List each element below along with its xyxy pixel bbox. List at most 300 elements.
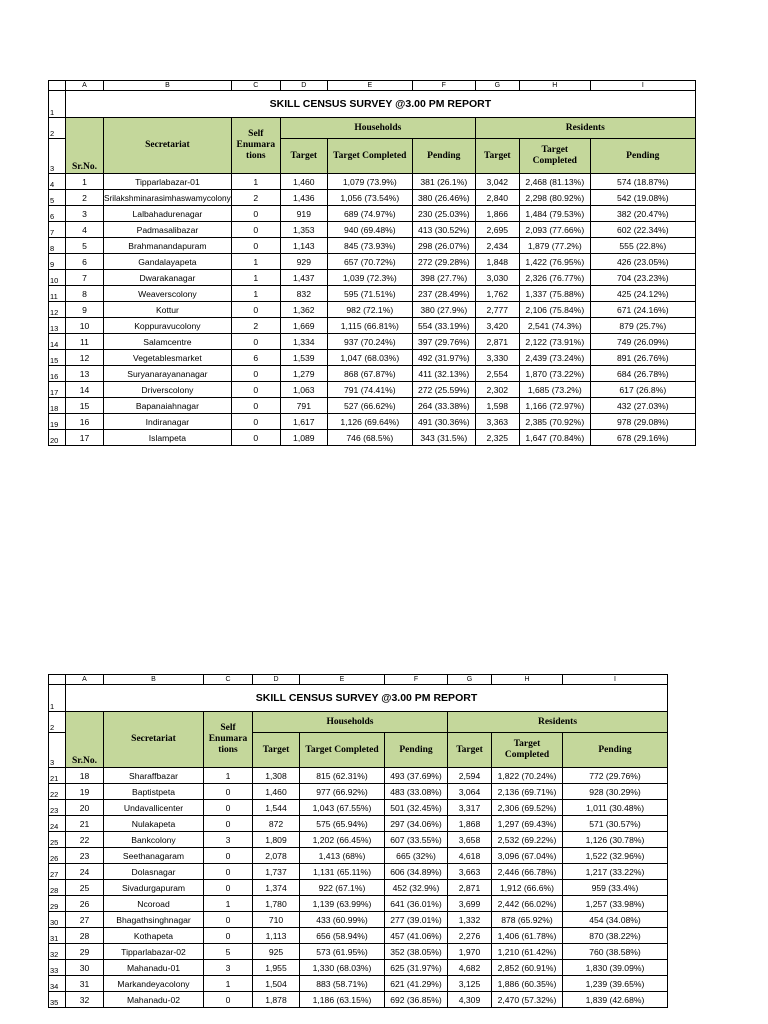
hh-completed-cell[interactable]: 940 (69.48%) [327, 222, 412, 238]
hh-completed-cell[interactable]: 1,047 (68.03%) [327, 350, 412, 366]
res-completed-cell[interactable]: 2,439 (73.24%) [519, 350, 590, 366]
hh-target-cell[interactable]: 1,089 [280, 430, 327, 446]
hh-completed-cell[interactable]: 1,115 (66.81%) [327, 318, 412, 334]
res-pending-cell[interactable]: 678 (29.16%) [590, 430, 695, 446]
res-pending-cell[interactable]: 382 (20.47%) [590, 206, 695, 222]
self-enumeration-cell[interactable]: 0 [231, 222, 280, 238]
hh-target-cell[interactable]: 1,353 [280, 222, 327, 238]
hh-pending-cell[interactable]: 501 (32.45%) [385, 800, 448, 816]
res-pending-cell[interactable]: 760 (38.58%) [563, 944, 668, 960]
self-enumeration-cell[interactable]: 2 [231, 190, 280, 206]
sr-no-cell[interactable]: 1 [66, 174, 104, 190]
secretariat-cell[interactable]: Gandalayapeta [104, 254, 232, 270]
row-number[interactable]: 32 [49, 944, 66, 960]
secretariat-cell[interactable]: Undavallicenter [104, 800, 204, 816]
res-target-cell[interactable]: 1,848 [475, 254, 519, 270]
self-enumeration-cell[interactable]: 0 [231, 238, 280, 254]
self-enumeration-cell[interactable]: 3 [204, 832, 253, 848]
res-completed-cell[interactable]: 1,406 (61.78%) [492, 928, 563, 944]
sr-no-cell[interactable]: 30 [66, 960, 104, 976]
secretariat-cell[interactable]: Suryanarayananagar [104, 366, 232, 382]
res-completed-cell[interactable]: 1,685 (73.2%) [519, 382, 590, 398]
res-pending-cell[interactable]: 749 (26.09%) [590, 334, 695, 350]
res-pending-cell[interactable]: 870 (38.22%) [563, 928, 668, 944]
self-enumeration-cell[interactable]: 0 [231, 382, 280, 398]
hh-completed-cell[interactable]: 657 (70.72%) [327, 254, 412, 270]
secretariat-cell[interactable]: Driverscolony [104, 382, 232, 398]
res-target-cell[interactable]: 3,030 [475, 270, 519, 286]
secretariat-cell[interactable]: Salamcentre [104, 334, 232, 350]
res-target-cell[interactable]: 2,695 [475, 222, 519, 238]
res-target-cell[interactable]: 2,594 [448, 768, 492, 784]
hh-pending-cell[interactable]: 352 (38.05%) [385, 944, 448, 960]
column-letter[interactable]: B [104, 81, 232, 91]
sr-no-cell[interactable]: 25 [66, 880, 104, 896]
hh-pending-cell[interactable]: 343 (31.5%) [412, 430, 475, 446]
self-enumeration-cell[interactable]: 3 [204, 960, 253, 976]
row-number[interactable]: 24 [49, 816, 66, 832]
self-enumeration-cell[interactable]: 0 [204, 848, 253, 864]
hh-target-cell[interactable]: 1,504 [253, 976, 300, 992]
secretariat-cell[interactable]: Koppuravucolony [104, 318, 232, 334]
hh-pending-cell[interactable]: 381 (26.1%) [412, 174, 475, 190]
hh-target-cell[interactable]: 1,063 [280, 382, 327, 398]
hh-target-cell[interactable]: 832 [280, 286, 327, 302]
secretariat-cell[interactable]: Tipparlabazar-01 [104, 174, 232, 190]
secretariat-cell[interactable]: Baptistpeta [104, 784, 204, 800]
sr-no-cell[interactable]: 15 [66, 398, 104, 414]
self-enumeration-cell[interactable]: 0 [204, 784, 253, 800]
res-target-cell[interactable]: 1,332 [448, 912, 492, 928]
hh-completed-cell[interactable]: 1,413 (68%) [300, 848, 385, 864]
res-target-cell[interactable]: 2,871 [448, 880, 492, 896]
column-letter[interactable]: H [492, 675, 563, 685]
secretariat-cell[interactable]: Tipparlabazar-02 [104, 944, 204, 960]
row-number[interactable]: 27 [49, 864, 66, 880]
self-enumeration-cell[interactable]: 1 [231, 174, 280, 190]
secretariat-cell[interactable]: Mahanadu-01 [104, 960, 204, 976]
self-enumeration-cell[interactable]: 0 [231, 398, 280, 414]
hh-target-cell[interactable]: 1,737 [253, 864, 300, 880]
hh-target-cell[interactable]: 1,878 [253, 992, 300, 1008]
self-enumeration-cell[interactable]: 5 [204, 944, 253, 960]
res-pending-cell[interactable]: 704 (23.23%) [590, 270, 695, 286]
res-pending-cell[interactable]: 574 (18.87%) [590, 174, 695, 190]
res-completed-cell[interactable]: 2,541 (74.3%) [519, 318, 590, 334]
res-completed-cell[interactable]: 3,096 (67.04%) [492, 848, 563, 864]
res-target-cell[interactable]: 3,663 [448, 864, 492, 880]
hh-pending-cell[interactable]: 625 (31.97%) [385, 960, 448, 976]
res-pending-cell[interactable]: 959 (33.4%) [563, 880, 668, 896]
res-pending-cell[interactable]: 571 (30.57%) [563, 816, 668, 832]
hh-target-cell[interactable]: 1,334 [280, 334, 327, 350]
res-target-cell[interactable]: 3,699 [448, 896, 492, 912]
self-enumeration-cell[interactable]: 0 [204, 816, 253, 832]
corner-cell[interactable] [49, 81, 66, 91]
hh-pending-cell[interactable]: 452 (32.9%) [385, 880, 448, 896]
row-number[interactable]: 25 [49, 832, 66, 848]
hh-completed-cell[interactable]: 1,043 (67.55%) [300, 800, 385, 816]
secretariat-cell[interactable]: Kothapeta [104, 928, 204, 944]
hh-pending-cell[interactable]: 621 (41.29%) [385, 976, 448, 992]
secretariat-cell[interactable]: Indiranagar [104, 414, 232, 430]
row-number[interactable]: 3 [49, 733, 66, 768]
corner-cell[interactable] [49, 675, 66, 685]
hh-pending-cell[interactable]: 298 (26.07%) [412, 238, 475, 254]
sr-no-cell[interactable]: 12 [66, 350, 104, 366]
sr-no-cell[interactable]: 20 [66, 800, 104, 816]
row-number[interactable]: 30 [49, 912, 66, 928]
res-pending-cell[interactable]: 454 (34.08%) [563, 912, 668, 928]
self-enumeration-cell[interactable]: 0 [204, 928, 253, 944]
res-pending-cell[interactable]: 1,839 (42.68%) [563, 992, 668, 1008]
sr-no-cell[interactable]: 29 [66, 944, 104, 960]
res-pending-cell[interactable]: 772 (29.76%) [563, 768, 668, 784]
row-number[interactable]: 9 [49, 254, 66, 270]
res-completed-cell[interactable]: 1,210 (61.42%) [492, 944, 563, 960]
column-letter[interactable]: D [253, 675, 300, 685]
res-target-cell[interactable]: 1,970 [448, 944, 492, 960]
column-letter[interactable]: F [385, 675, 448, 685]
res-completed-cell[interactable]: 1,337 (75.88%) [519, 286, 590, 302]
hh-target-cell[interactable]: 1,539 [280, 350, 327, 366]
row-number[interactable]: 28 [49, 880, 66, 896]
sr-no-cell[interactable]: 11 [66, 334, 104, 350]
hh-pending-cell[interactable]: 483 (33.08%) [385, 784, 448, 800]
self-enumeration-cell[interactable]: 1 [231, 254, 280, 270]
hh-pending-cell[interactable]: 493 (37.69%) [385, 768, 448, 784]
sr-no-cell[interactable]: 32 [66, 992, 104, 1008]
sr-no-cell[interactable]: 16 [66, 414, 104, 430]
res-pending-cell[interactable]: 432 (27.03%) [590, 398, 695, 414]
res-pending-cell[interactable]: 891 (26.76%) [590, 350, 695, 366]
hh-pending-cell[interactable]: 457 (41.06%) [385, 928, 448, 944]
secretariat-cell[interactable]: Lalbahadurenagar [104, 206, 232, 222]
column-letter[interactable]: I [590, 81, 695, 91]
secretariat-cell[interactable]: Sharaffbazar [104, 768, 204, 784]
res-target-cell[interactable]: 2,302 [475, 382, 519, 398]
hh-pending-cell[interactable]: 641 (36.01%) [385, 896, 448, 912]
self-enumeration-cell[interactable]: 0 [204, 864, 253, 880]
self-enumeration-cell[interactable]: 0 [204, 800, 253, 816]
hh-completed-cell[interactable]: 868 (67.87%) [327, 366, 412, 382]
hh-target-cell[interactable]: 1,362 [280, 302, 327, 318]
secretariat-cell[interactable]: Nulakapeta [104, 816, 204, 832]
hh-pending-cell[interactable]: 264 (33.38%) [412, 398, 475, 414]
res-target-cell[interactable]: 3,363 [475, 414, 519, 430]
row-number[interactable]: 17 [49, 382, 66, 398]
hh-completed-cell[interactable]: 922 (67.1%) [300, 880, 385, 896]
row-number[interactable]: 21 [49, 768, 66, 784]
hh-completed-cell[interactable]: 982 (72.1%) [327, 302, 412, 318]
self-enumeration-cell[interactable]: 1 [204, 768, 253, 784]
res-target-cell[interactable]: 2,325 [475, 430, 519, 446]
row-number[interactable]: 31 [49, 928, 66, 944]
hh-completed-cell[interactable]: 845 (73.93%) [327, 238, 412, 254]
res-completed-cell[interactable]: 1,647 (70.84%) [519, 430, 590, 446]
column-letter[interactable]: B [104, 675, 204, 685]
secretariat-cell[interactable]: Brahmanandapuram [104, 238, 232, 254]
column-letter[interactable]: C [204, 675, 253, 685]
res-pending-cell[interactable]: 426 (23.05%) [590, 254, 695, 270]
res-pending-cell[interactable]: 879 (25.7%) [590, 318, 695, 334]
hh-target-cell[interactable]: 1,113 [253, 928, 300, 944]
hh-pending-cell[interactable]: 272 (29.28%) [412, 254, 475, 270]
res-target-cell[interactable]: 3,042 [475, 174, 519, 190]
res-target-cell[interactable]: 1,598 [475, 398, 519, 414]
res-target-cell[interactable]: 1,868 [448, 816, 492, 832]
res-target-cell[interactable]: 3,317 [448, 800, 492, 816]
hh-target-cell[interactable]: 929 [280, 254, 327, 270]
row-number[interactable]: 5 [49, 190, 66, 206]
hh-pending-cell[interactable]: 380 (26.46%) [412, 190, 475, 206]
hh-target-cell[interactable]: 1,143 [280, 238, 327, 254]
res-completed-cell[interactable]: 2,306 (69.52%) [492, 800, 563, 816]
sr-no-cell[interactable]: 6 [66, 254, 104, 270]
secretariat-cell[interactable]: Dolasnagar [104, 864, 204, 880]
secretariat-cell[interactable]: Seethanagaram [104, 848, 204, 864]
res-completed-cell[interactable]: 1,886 (60.35%) [492, 976, 563, 992]
hh-target-cell[interactable]: 1,955 [253, 960, 300, 976]
hh-target-cell[interactable]: 1,460 [280, 174, 327, 190]
hh-pending-cell[interactable]: 411 (32.13%) [412, 366, 475, 382]
res-completed-cell[interactable]: 2,470 (57.32%) [492, 992, 563, 1008]
hh-target-cell[interactable]: 1,374 [253, 880, 300, 896]
res-target-cell[interactable]: 4,682 [448, 960, 492, 976]
hh-pending-cell[interactable]: 230 (25.03%) [412, 206, 475, 222]
hh-completed-cell[interactable]: 689 (74.97%) [327, 206, 412, 222]
sr-no-cell[interactable]: 31 [66, 976, 104, 992]
hh-pending-cell[interactable]: 272 (25.59%) [412, 382, 475, 398]
res-pending-cell[interactable]: 602 (22.34%) [590, 222, 695, 238]
res-completed-cell[interactable]: 1,422 (76.95%) [519, 254, 590, 270]
hh-completed-cell[interactable]: 1,039 (72.3%) [327, 270, 412, 286]
hh-completed-cell[interactable]: 1,202 (66.45%) [300, 832, 385, 848]
hh-completed-cell[interactable]: 1,139 (63.99%) [300, 896, 385, 912]
row-number[interactable]: 19 [49, 414, 66, 430]
self-enumeration-cell[interactable]: 1 [231, 286, 280, 302]
secretariat-cell[interactable]: Sivadurgapuram [104, 880, 204, 896]
column-letter[interactable]: C [231, 81, 280, 91]
hh-target-cell[interactable]: 1,544 [253, 800, 300, 816]
res-completed-cell[interactable]: 1,822 (70.24%) [492, 768, 563, 784]
res-pending-cell[interactable]: 1,239 (39.65%) [563, 976, 668, 992]
row-number[interactable]: 2 [49, 712, 66, 733]
row-number[interactable]: 33 [49, 960, 66, 976]
hh-completed-cell[interactable]: 1,330 (68.03%) [300, 960, 385, 976]
hh-completed-cell[interactable]: 433 (60.99%) [300, 912, 385, 928]
row-number[interactable]: 1 [49, 685, 66, 712]
hh-target-cell[interactable]: 1,617 [280, 414, 327, 430]
column-letter[interactable]: E [300, 675, 385, 685]
self-enumeration-cell[interactable]: 0 [231, 414, 280, 430]
sr-no-cell[interactable]: 3 [66, 206, 104, 222]
res-completed-cell[interactable]: 1,166 (72.97%) [519, 398, 590, 414]
res-pending-cell[interactable]: 684 (26.78%) [590, 366, 695, 382]
res-completed-cell[interactable]: 2,852 (60.91%) [492, 960, 563, 976]
hh-pending-cell[interactable]: 277 (39.01%) [385, 912, 448, 928]
hh-pending-cell[interactable]: 237 (28.49%) [412, 286, 475, 302]
self-enumeration-cell[interactable]: 0 [231, 366, 280, 382]
row-number[interactable]: 15 [49, 350, 66, 366]
secretariat-cell[interactable]: Bankcolony [104, 832, 204, 848]
hh-completed-cell[interactable]: 527 (66.62%) [327, 398, 412, 414]
sr-no-cell[interactable]: 14 [66, 382, 104, 398]
hh-target-cell[interactable]: 710 [253, 912, 300, 928]
row-number[interactable]: 22 [49, 784, 66, 800]
hh-completed-cell[interactable]: 977 (66.92%) [300, 784, 385, 800]
hh-completed-cell[interactable]: 595 (71.51%) [327, 286, 412, 302]
hh-pending-cell[interactable]: 607 (33.55%) [385, 832, 448, 848]
self-enumeration-cell[interactable]: 0 [204, 880, 253, 896]
row-number[interactable]: 11 [49, 286, 66, 302]
res-completed-cell[interactable]: 2,136 (69.71%) [492, 784, 563, 800]
sr-no-cell[interactable]: 10 [66, 318, 104, 334]
sr-no-cell[interactable]: 19 [66, 784, 104, 800]
res-pending-cell[interactable]: 978 (29.08%) [590, 414, 695, 430]
sr-no-cell[interactable]: 22 [66, 832, 104, 848]
res-pending-cell[interactable]: 555 (22.8%) [590, 238, 695, 254]
hh-pending-cell[interactable]: 554 (33.19%) [412, 318, 475, 334]
res-pending-cell[interactable]: 425 (24.12%) [590, 286, 695, 302]
hh-target-cell[interactable]: 1,809 [253, 832, 300, 848]
res-completed-cell[interactable]: 2,385 (70.92%) [519, 414, 590, 430]
hh-completed-cell[interactable]: 1,056 (73.54%) [327, 190, 412, 206]
res-completed-cell[interactable]: 2,326 (76.77%) [519, 270, 590, 286]
res-completed-cell[interactable]: 2,106 (75.84%) [519, 302, 590, 318]
row-number[interactable]: 35 [49, 992, 66, 1008]
self-enumeration-cell[interactable]: 0 [231, 302, 280, 318]
column-letter[interactable]: A [66, 81, 104, 91]
column-letter[interactable]: G [475, 81, 519, 91]
hh-pending-cell[interactable]: 606 (34.89%) [385, 864, 448, 880]
self-enumeration-cell[interactable]: 1 [231, 270, 280, 286]
hh-completed-cell[interactable]: 573 (61.95%) [300, 944, 385, 960]
secretariat-cell[interactable]: Srilakshminarasimhaswamycolony [104, 190, 232, 206]
row-number[interactable]: 18 [49, 398, 66, 414]
self-enumeration-cell[interactable]: 0 [204, 992, 253, 1008]
row-number[interactable]: 20 [49, 430, 66, 446]
hh-target-cell[interactable]: 1,669 [280, 318, 327, 334]
hh-pending-cell[interactable]: 413 (30.52%) [412, 222, 475, 238]
self-enumeration-cell[interactable]: 6 [231, 350, 280, 366]
res-completed-cell[interactable]: 2,122 (73.91%) [519, 334, 590, 350]
self-enumeration-cell[interactable]: 0 [231, 334, 280, 350]
res-pending-cell[interactable]: 671 (24.16%) [590, 302, 695, 318]
column-letter[interactable]: G [448, 675, 492, 685]
self-enumeration-cell[interactable]: 1 [204, 976, 253, 992]
res-target-cell[interactable]: 4,309 [448, 992, 492, 1008]
hh-target-cell[interactable]: 1,437 [280, 270, 327, 286]
res-completed-cell[interactable]: 1,912 (66.6%) [492, 880, 563, 896]
res-pending-cell[interactable]: 1,522 (32.96%) [563, 848, 668, 864]
hh-completed-cell[interactable]: 1,131 (65.11%) [300, 864, 385, 880]
hh-completed-cell[interactable]: 746 (68.5%) [327, 430, 412, 446]
hh-completed-cell[interactable]: 815 (62.31%) [300, 768, 385, 784]
sr-no-cell[interactable]: 27 [66, 912, 104, 928]
sr-no-cell[interactable]: 21 [66, 816, 104, 832]
hh-target-cell[interactable]: 1,279 [280, 366, 327, 382]
hh-completed-cell[interactable]: 1,186 (63.15%) [300, 992, 385, 1008]
hh-target-cell[interactable]: 872 [253, 816, 300, 832]
hh-target-cell[interactable]: 1,436 [280, 190, 327, 206]
row-number[interactable]: 1 [49, 91, 66, 118]
row-number[interactable]: 12 [49, 302, 66, 318]
row-number[interactable]: 10 [49, 270, 66, 286]
sr-no-cell[interactable]: 18 [66, 768, 104, 784]
hh-pending-cell[interactable]: 492 (31.97%) [412, 350, 475, 366]
sr-no-cell[interactable]: 26 [66, 896, 104, 912]
res-target-cell[interactable]: 4,618 [448, 848, 492, 864]
res-pending-cell[interactable]: 1,011 (30.48%) [563, 800, 668, 816]
res-completed-cell[interactable]: 2,532 (69.22%) [492, 832, 563, 848]
res-pending-cell[interactable]: 1,126 (30.78%) [563, 832, 668, 848]
row-number[interactable]: 8 [49, 238, 66, 254]
res-pending-cell[interactable]: 1,217 (33.22%) [563, 864, 668, 880]
sr-no-cell[interactable]: 7 [66, 270, 104, 286]
res-target-cell[interactable]: 2,777 [475, 302, 519, 318]
sr-no-cell[interactable]: 2 [66, 190, 104, 206]
secretariat-cell[interactable]: Ncoroad [104, 896, 204, 912]
hh-completed-cell[interactable]: 575 (65.94%) [300, 816, 385, 832]
secretariat-cell[interactable]: Weaverscolony [104, 286, 232, 302]
column-letter[interactable]: A [66, 675, 104, 685]
res-target-cell[interactable]: 2,434 [475, 238, 519, 254]
sr-no-cell[interactable]: 28 [66, 928, 104, 944]
sr-no-cell[interactable]: 24 [66, 864, 104, 880]
hh-pending-cell[interactable]: 297 (34.06%) [385, 816, 448, 832]
sr-no-cell[interactable]: 4 [66, 222, 104, 238]
self-enumeration-cell[interactable]: 0 [231, 206, 280, 222]
secretariat-cell[interactable]: Kottur [104, 302, 232, 318]
hh-target-cell[interactable]: 925 [253, 944, 300, 960]
res-completed-cell[interactable]: 1,484 (79.53%) [519, 206, 590, 222]
hh-completed-cell[interactable]: 1,079 (73.9%) [327, 174, 412, 190]
self-enumeration-cell[interactable]: 1 [204, 896, 253, 912]
sr-no-cell[interactable]: 17 [66, 430, 104, 446]
hh-pending-cell[interactable]: 380 (27.9%) [412, 302, 475, 318]
sr-no-cell[interactable]: 9 [66, 302, 104, 318]
secretariat-cell[interactable]: Mahanadu-02 [104, 992, 204, 1008]
hh-pending-cell[interactable]: 665 (32%) [385, 848, 448, 864]
hh-pending-cell[interactable]: 692 (36.85%) [385, 992, 448, 1008]
hh-target-cell[interactable]: 791 [280, 398, 327, 414]
res-completed-cell[interactable]: 2,298 (80.92%) [519, 190, 590, 206]
row-number[interactable]: 23 [49, 800, 66, 816]
res-completed-cell[interactable]: 1,870 (73.22%) [519, 366, 590, 382]
column-letter[interactable]: D [280, 81, 327, 91]
hh-target-cell[interactable]: 1,308 [253, 768, 300, 784]
res-target-cell[interactable]: 1,762 [475, 286, 519, 302]
res-completed-cell[interactable]: 2,442 (66.02%) [492, 896, 563, 912]
secretariat-cell[interactable]: Padmasalibazar [104, 222, 232, 238]
hh-pending-cell[interactable]: 397 (29.76%) [412, 334, 475, 350]
sr-no-cell[interactable]: 5 [66, 238, 104, 254]
column-letter[interactable]: F [412, 81, 475, 91]
res-completed-cell[interactable]: 1,879 (77.2%) [519, 238, 590, 254]
res-target-cell[interactable]: 3,330 [475, 350, 519, 366]
hh-target-cell[interactable]: 2,078 [253, 848, 300, 864]
res-target-cell[interactable]: 2,840 [475, 190, 519, 206]
res-pending-cell[interactable]: 1,257 (33.98%) [563, 896, 668, 912]
row-number[interactable]: 3 [49, 139, 66, 174]
res-pending-cell[interactable]: 928 (30.29%) [563, 784, 668, 800]
res-completed-cell[interactable]: 2,468 (81.13%) [519, 174, 590, 190]
res-completed-cell[interactable]: 2,093 (77.66%) [519, 222, 590, 238]
secretariat-cell[interactable]: Bhagathsinghnagar [104, 912, 204, 928]
secretariat-cell[interactable]: Vegetablesmarket [104, 350, 232, 366]
row-number[interactable]: 7 [49, 222, 66, 238]
